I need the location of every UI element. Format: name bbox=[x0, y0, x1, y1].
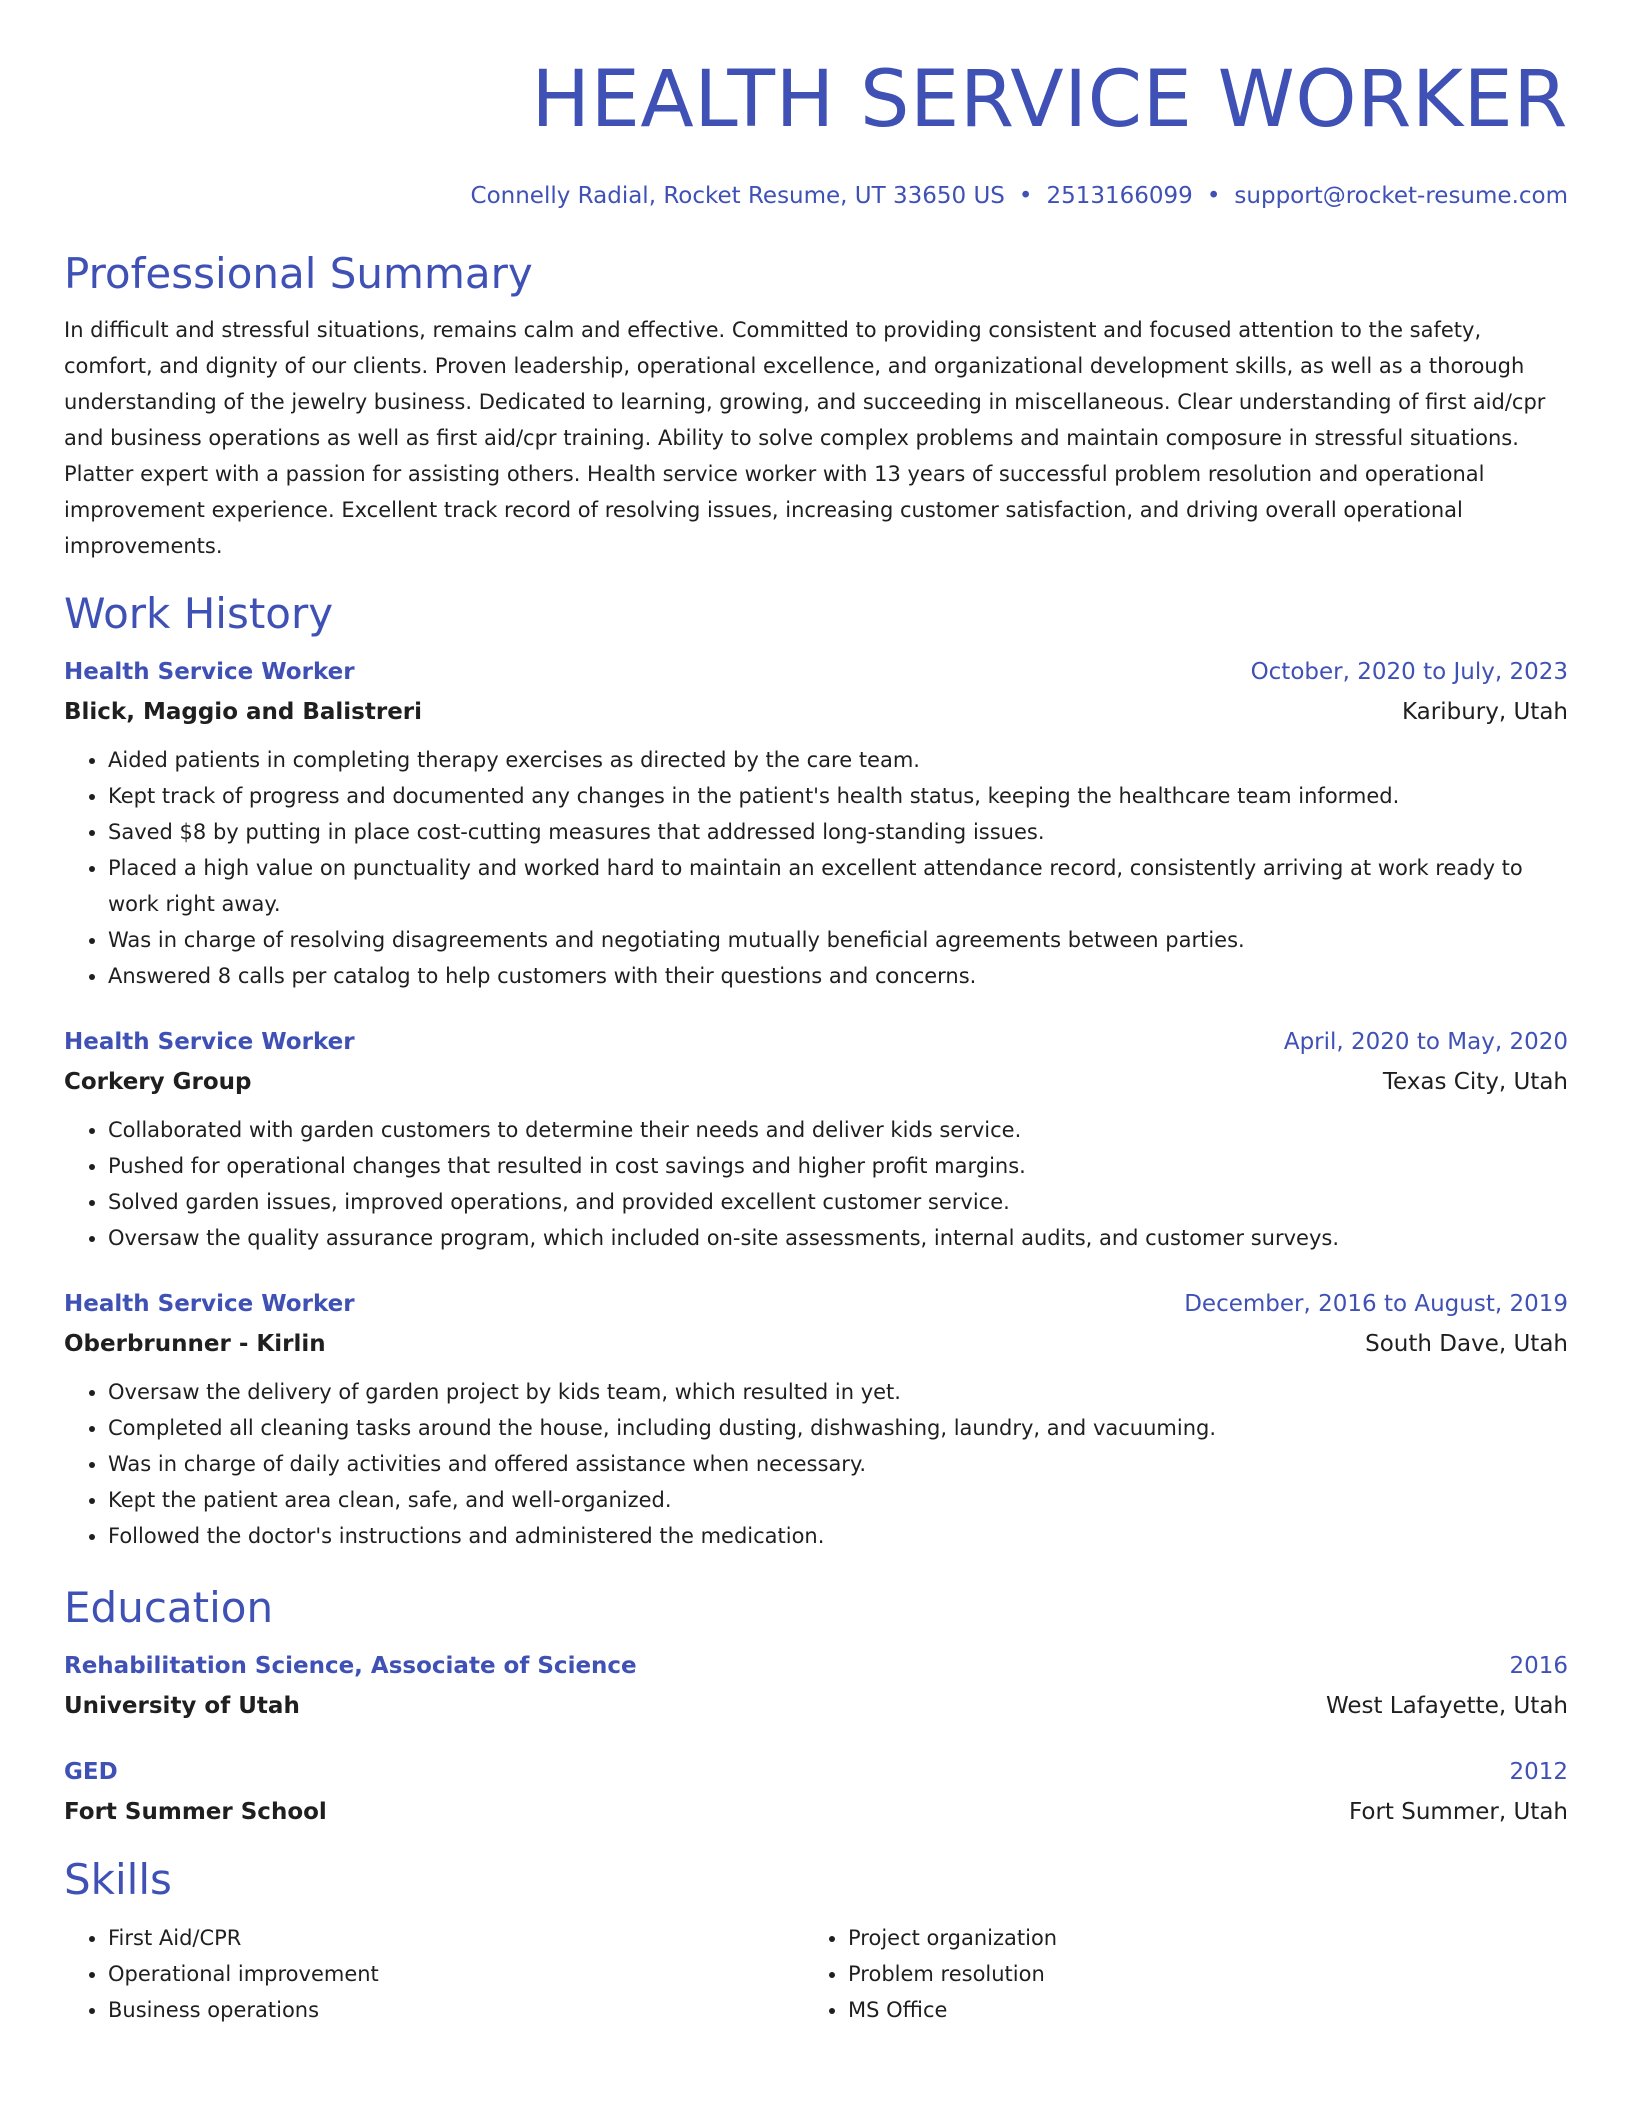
job-role: Health Service Worker bbox=[64, 1291, 355, 1317]
summary-text: In difficult and stressful situations, remains calm and effective. Committed to providing consistent and focused attention to the safety, comfort, and dignity of our clients. Proven leadership, operational excellence, and organizational development skills, as well as a thorough understanding of the jewelry business. Dedicated to learning, growing, and succeeding in miscellaneous. Clear understanding of first aid/cpr and business operations as well as first aid/cpr training. Ability to solve complex problems and maintain composure in stressful situations. Platter expert with a passion for assisting others. Health service worker with 13 years of successful problem resolution and operational improvement experience. Excellent track record of resolving issues, increasing customer satisfaction, and driving overall operational improvements. bbox=[64, 318, 1546, 558]
list-item: • First Aid/CPR bbox=[108, 1920, 804, 1956]
job-header-row bbox=[64, 656, 1568, 688]
job-entry bbox=[64, 656, 1568, 994]
education-entry bbox=[64, 1756, 1568, 1828]
list-item: • Operational improvement bbox=[108, 1956, 804, 1992]
list-item: • MS Office bbox=[848, 1992, 1544, 2028]
list-item: • Completed all cleaning tasks around the house, including dusting, dishwashing, laundry, and vacuuming. bbox=[108, 1410, 1568, 1446]
contact-separator: • bbox=[1206, 183, 1221, 209]
education-location: West Lafayette, Utah bbox=[1325, 1693, 1568, 1719]
education-school-row bbox=[64, 1788, 1568, 1828]
skills-columns bbox=[64, 1920, 1568, 2028]
job-entry bbox=[64, 1288, 1568, 1554]
education-year: 2016 bbox=[1509, 1653, 1568, 1679]
job-location: South Dave, Utah bbox=[1365, 1331, 1568, 1357]
job-role: Health Service Worker bbox=[64, 659, 355, 685]
list-item: • Kept track of progress and documented any changes in the patient's health status, keeping the healthcare team informed. bbox=[108, 778, 1568, 814]
education-heading: Education bbox=[64, 1583, 274, 1632]
list-item: • Saved $8 by putting in place cost-cutting measures that addressed long-standing issues. bbox=[108, 814, 1568, 850]
list-item: • Solved garden issues, improved operations, and provided excellent customer service. bbox=[108, 1184, 1568, 1220]
job-entry bbox=[64, 1026, 1568, 1256]
list-item: • Aided patients in completing therapy exercises as directed by the care team. bbox=[108, 742, 1568, 778]
skills-column-left bbox=[64, 1920, 804, 2028]
skills-list bbox=[804, 1920, 1544, 2028]
education-school: Fort Summer School bbox=[64, 1799, 327, 1825]
job-bullets bbox=[64, 1112, 1568, 1256]
job-org-row bbox=[64, 1058, 1568, 1098]
list-item: • Answered 8 calls per catalog to help customers with their questions and concerns. bbox=[108, 958, 1568, 994]
list-item: • Problem resolution bbox=[848, 1956, 1544, 1992]
job-location: Karibury, Utah bbox=[1401, 699, 1568, 725]
job-dates: December, 2016 to August, 2019 bbox=[1184, 1291, 1568, 1317]
job-location: Texas City, Utah bbox=[1382, 1069, 1568, 1095]
list-item: • Pushed for operational changes that resulted in cost savings and higher profit margins. bbox=[108, 1148, 1568, 1184]
list-item: • Followed the doctor's instructions and administered the medication. bbox=[108, 1518, 1568, 1554]
list-item: • Kept the patient area clean, safe, and well-organized. bbox=[108, 1482, 1568, 1518]
contact-email[interactable]: support@rocket-resume.com bbox=[1234, 183, 1568, 209]
skills-heading: Skills bbox=[64, 1855, 172, 1904]
contact-line bbox=[64, 180, 1568, 212]
skills-list bbox=[64, 1920, 804, 2028]
education-school: University of Utah bbox=[64, 1693, 300, 1719]
job-company: Oberbrunner - Kirlin bbox=[64, 1331, 326, 1357]
contact-address: Connelly Radial, Rocket Resume, UT 33650 US bbox=[470, 183, 1005, 209]
education-header-row bbox=[64, 1650, 1568, 1682]
job-bullets bbox=[64, 1374, 1568, 1554]
list-item: • Business operations bbox=[108, 1992, 804, 2028]
education-degree: Rehabilitation Science, Associate of Science bbox=[64, 1653, 637, 1679]
education-location: Fort Summer, Utah bbox=[1348, 1799, 1568, 1825]
job-company: Corkery Group bbox=[64, 1069, 252, 1095]
list-item: • Was in charge of resolving disagreements and negotiating mutually beneficial agreements between parties. bbox=[108, 922, 1568, 958]
list-item: • Oversaw the delivery of garden project by kids team, which resulted in yet. bbox=[108, 1374, 1568, 1410]
list-item: • Project organization bbox=[848, 1920, 1544, 1956]
job-company: Blick, Maggio and Balistreri bbox=[64, 699, 423, 725]
resume-title: HEALTH SERVICE WORKER bbox=[531, 55, 1568, 145]
list-item: • Placed a high value on punctuality and worked hard to maintain an excellent attendance record, consistently arriving at work ready to work right away. bbox=[108, 850, 1568, 922]
summary-heading: Professional Summary bbox=[64, 249, 533, 298]
job-bullets bbox=[64, 742, 1568, 994]
job-header-row bbox=[64, 1026, 1568, 1058]
job-dates: April, 2020 to May, 2020 bbox=[1283, 1029, 1568, 1055]
skills-column-right bbox=[804, 1920, 1544, 2028]
job-header-row bbox=[64, 1288, 1568, 1320]
education-entry bbox=[64, 1650, 1568, 1722]
education-header-row bbox=[64, 1756, 1568, 1788]
list-item: • Collaborated with garden customers to determine their needs and deliver kids service. bbox=[108, 1112, 1568, 1148]
education-school-row bbox=[64, 1682, 1568, 1722]
list-item: • Oversaw the quality assurance program, which included on-site assessments, internal audits, and customer surveys. bbox=[108, 1220, 1568, 1256]
job-org-row bbox=[64, 688, 1568, 728]
job-role: Health Service Worker bbox=[64, 1029, 355, 1055]
education-degree: GED bbox=[64, 1759, 118, 1785]
list-item: • Was in charge of daily activities and offered assistance when necessary. bbox=[108, 1446, 1568, 1482]
job-dates: October, 2020 to July, 2023 bbox=[1250, 659, 1568, 685]
work-history-heading: Work History bbox=[64, 589, 334, 638]
contact-phone: 2513166099 bbox=[1046, 183, 1193, 209]
education-year: 2012 bbox=[1509, 1759, 1568, 1785]
contact-separator: • bbox=[1018, 183, 1033, 209]
job-org-row bbox=[64, 1320, 1568, 1360]
